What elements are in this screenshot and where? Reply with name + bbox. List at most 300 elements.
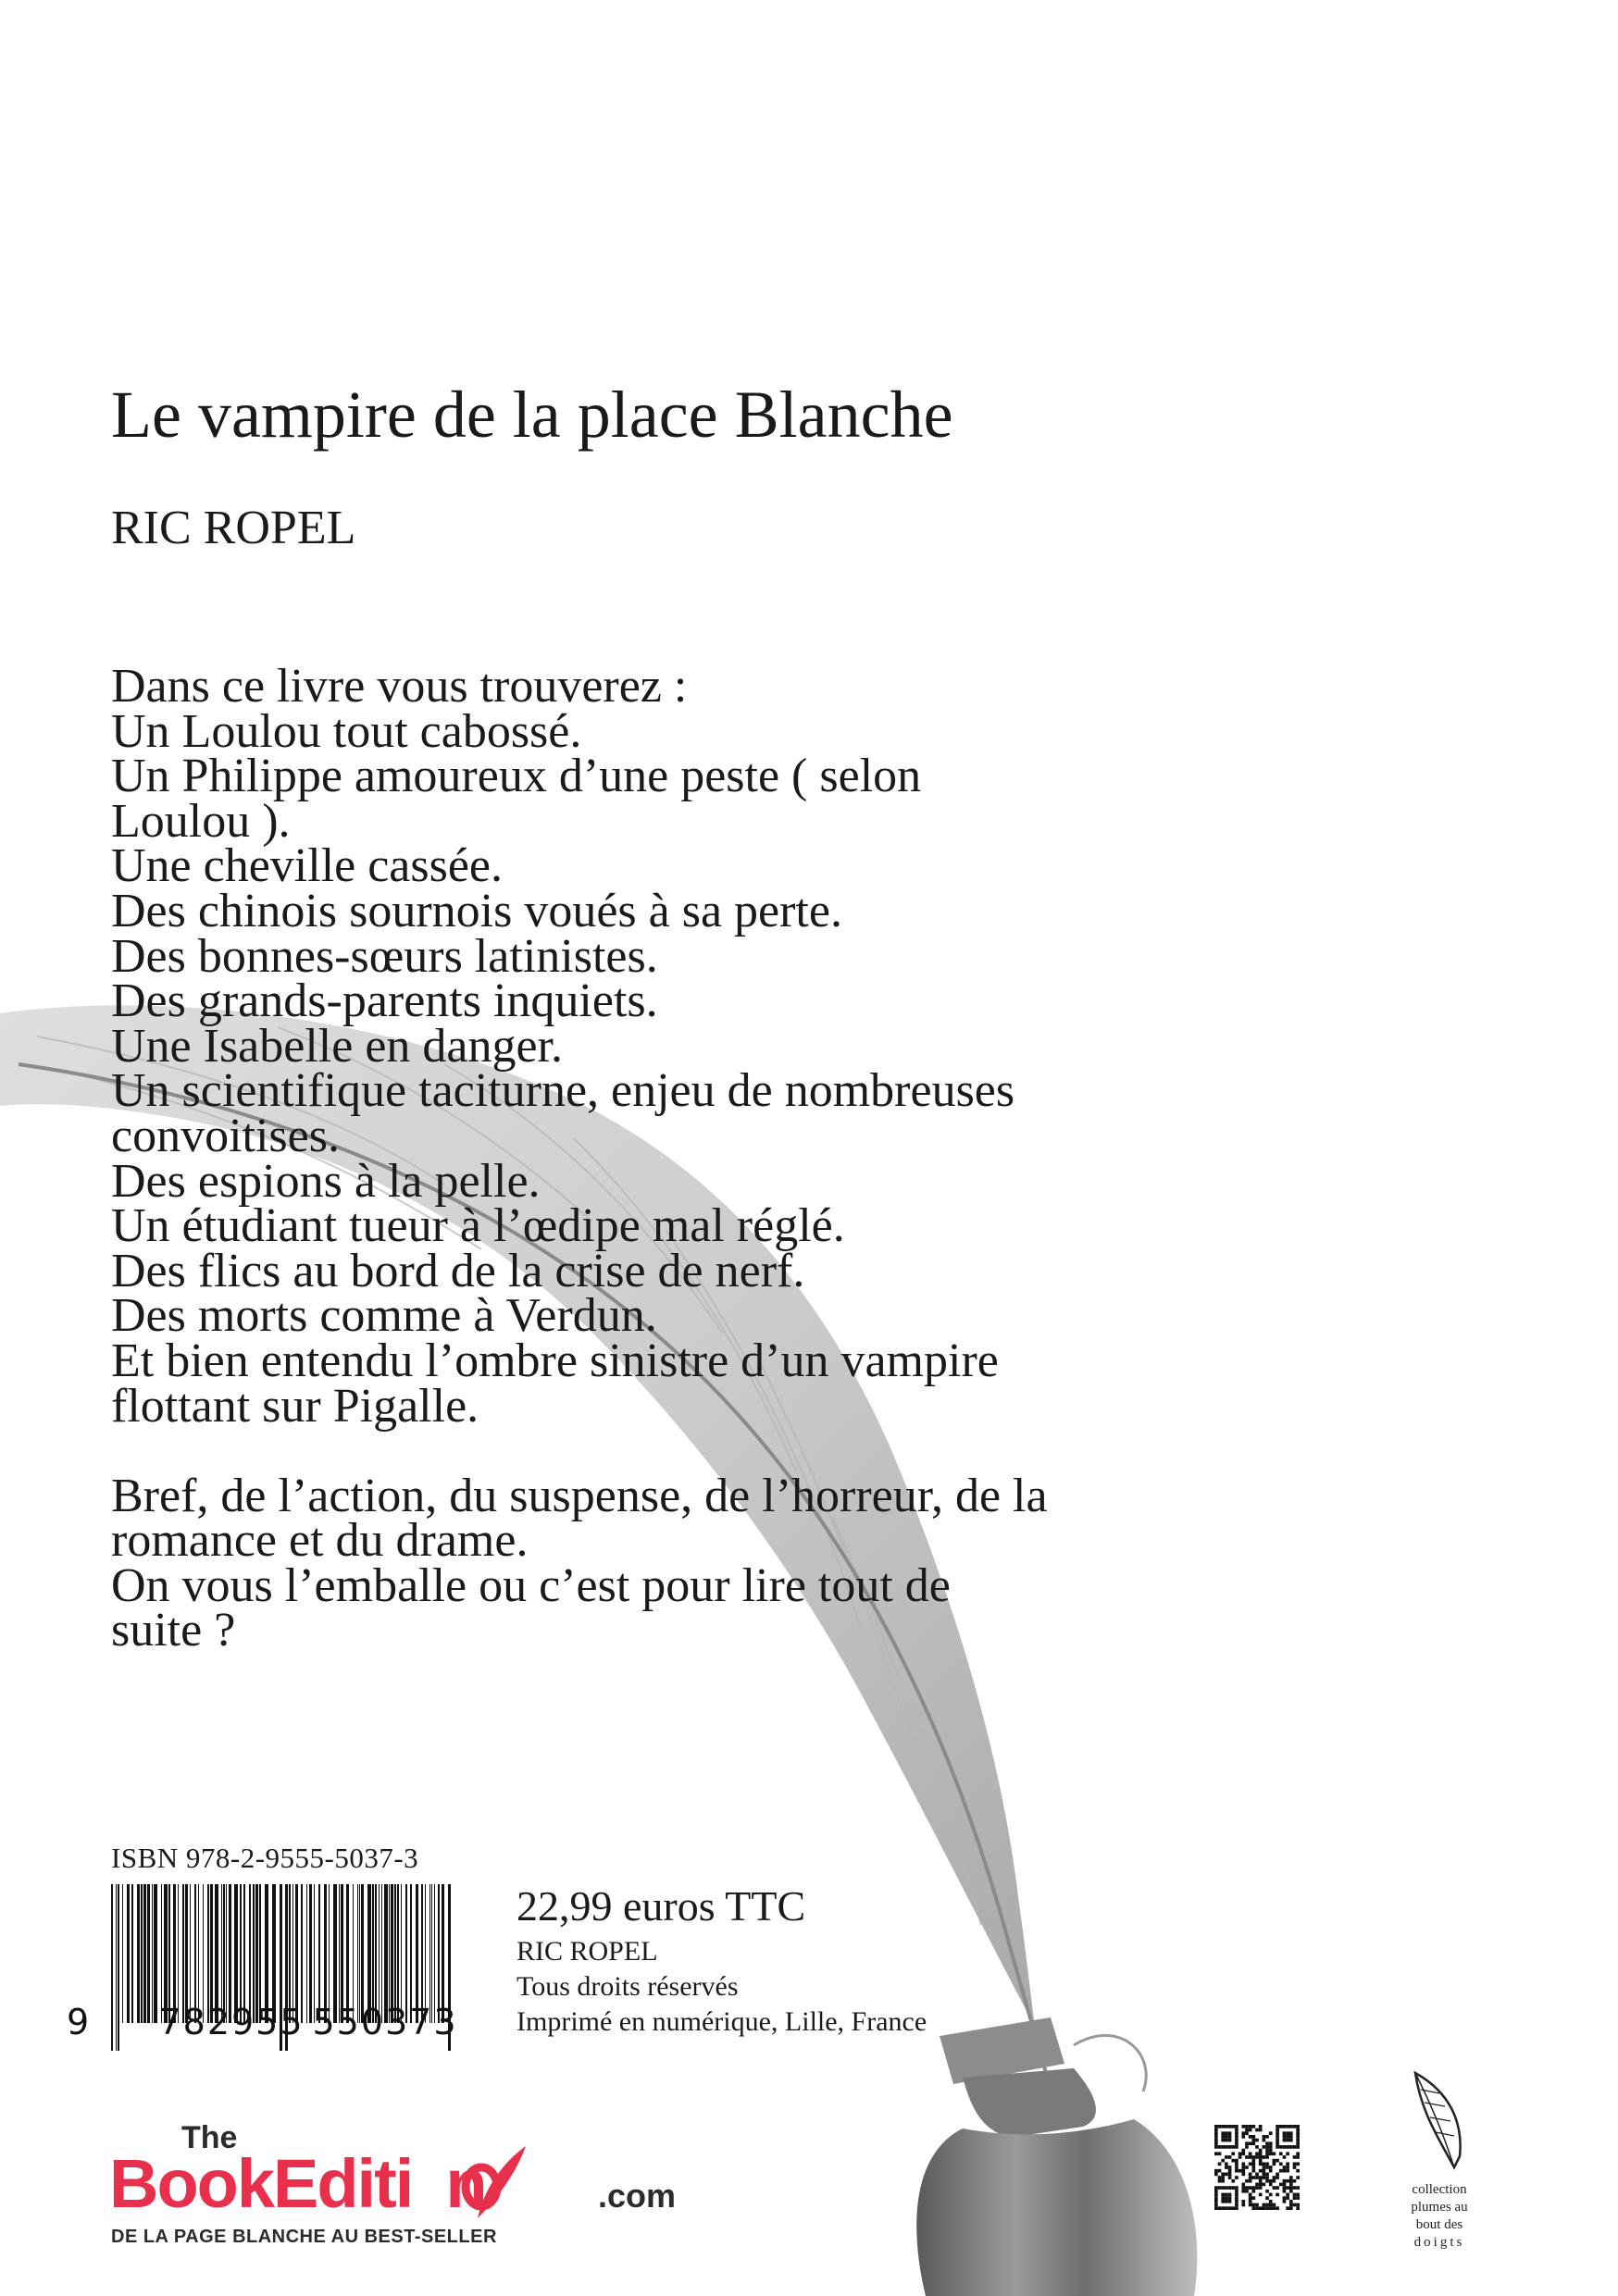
qr-module (1235, 2193, 1238, 2197)
qr-module (1289, 2176, 1293, 2179)
logo-dotcom: .com (598, 2177, 677, 2215)
barcode-digits-right: 550373 (312, 2002, 458, 2042)
qr-module (1221, 2176, 1225, 2179)
qr-module (1218, 2179, 1222, 2183)
qr-module (1241, 2125, 1245, 2128)
qr-module (1249, 2203, 1252, 2207)
blurb-line: Un Philippe amoureux d’une peste ( selon (111, 750, 922, 803)
qr-module (1245, 2128, 1249, 2132)
qr-module (1225, 2206, 1228, 2210)
qr-module (1249, 2196, 1252, 2200)
qr-module (1241, 2190, 1245, 2193)
qr-module (1228, 2155, 1232, 2159)
qr-module (1228, 2125, 1232, 2128)
qr-module (1228, 2196, 1232, 2200)
qr-module (1296, 2196, 1300, 2200)
qr-module (1265, 2203, 1269, 2207)
qr-module (1221, 2206, 1225, 2210)
qr-module (1245, 2155, 1249, 2159)
qr-module (1238, 2155, 1242, 2159)
qr-module (1276, 2193, 1279, 2197)
qr-module (1283, 2179, 1287, 2183)
qr-module (1273, 2162, 1276, 2166)
qr-module (1214, 2200, 1218, 2203)
blurb-line: Un étudiant tueur à l’œdipe mal réglé. (111, 1199, 845, 1253)
qr-module (1293, 2196, 1297, 2200)
qr-module (1225, 2173, 1228, 2177)
qr-module (1241, 2135, 1245, 2139)
qr-module (1259, 2183, 1263, 2187)
qr-module (1265, 2152, 1269, 2155)
qr-module (1283, 2139, 1287, 2142)
qr-module (1276, 2159, 1279, 2163)
qr-module (1263, 2169, 1266, 2173)
qr-module (1249, 2186, 1252, 2190)
qr-module (1255, 2206, 1259, 2210)
qr-module (1228, 2186, 1232, 2190)
qr-module (1259, 2125, 1263, 2128)
qr-module (1255, 2152, 1259, 2155)
qr-module (1276, 2186, 1279, 2190)
qr-module (1283, 2169, 1287, 2173)
qr-module (1259, 2179, 1263, 2183)
qr-module (1293, 2125, 1297, 2128)
qr-module (1289, 2139, 1293, 2142)
qr-module (1276, 2131, 1279, 2135)
qr-module (1251, 2196, 1255, 2200)
qr-module (1251, 2135, 1255, 2139)
qr-module (1225, 2193, 1228, 2197)
qr-module (1225, 2162, 1228, 2166)
qr-module (1265, 2176, 1269, 2179)
qr-module (1214, 2169, 1218, 2173)
qr-module (1296, 2141, 1300, 2145)
qr-module (1259, 2206, 1263, 2210)
qr-module (1293, 2155, 1297, 2159)
qr-module (1249, 2141, 1252, 2145)
qr-module (1269, 2145, 1273, 2149)
qr-module (1263, 2145, 1266, 2149)
qr-module (1286, 2139, 1289, 2142)
qr-module (1235, 2169, 1238, 2173)
qr-module (1296, 2206, 1300, 2210)
qr-module (1265, 2173, 1269, 2177)
qr-module (1228, 2145, 1232, 2149)
qr-module (1235, 2190, 1238, 2193)
qr-module (1293, 2193, 1297, 2197)
qr-module (1214, 2173, 1218, 2177)
qr-module (1279, 2162, 1283, 2166)
qr-module (1265, 2166, 1269, 2169)
blurb-line: Et bien entendu l’ombre sinistre d’un vampire (111, 1334, 999, 1387)
qr-module (1286, 2135, 1289, 2139)
closing-line: romance et du drame. (111, 1514, 529, 1568)
qr-module (1221, 2125, 1225, 2128)
qr-module (1251, 2162, 1255, 2166)
qr-module (1279, 2145, 1283, 2149)
qr-module (1218, 2176, 1222, 2179)
qr-module (1228, 2166, 1232, 2169)
qr-module (1269, 2203, 1273, 2207)
qr-module (1218, 2145, 1222, 2149)
qr-module (1251, 2186, 1255, 2190)
qr-module (1273, 2206, 1276, 2210)
qr-module (1231, 2159, 1235, 2163)
qr-module (1241, 2152, 1245, 2155)
qr-module (1263, 2166, 1266, 2169)
qr-module (1263, 2203, 1266, 2207)
qr-module (1255, 2145, 1259, 2149)
qr-module (1296, 2176, 1300, 2179)
qr-module (1228, 2169, 1232, 2173)
collection-line: bout des (1415, 2217, 1463, 2232)
qr-module (1289, 2125, 1293, 2128)
paragraph-gap (111, 1429, 1259, 1474)
collection-line: doigts (1413, 2235, 1465, 2250)
qr-module (1269, 2131, 1273, 2135)
qr-module (1289, 2186, 1293, 2190)
qr-module (1231, 2152, 1235, 2155)
qr-module (1289, 2203, 1293, 2207)
qr-module (1241, 2169, 1245, 2173)
qr-module (1279, 2169, 1283, 2173)
qr-module (1265, 2145, 1269, 2149)
qr-module (1263, 2139, 1266, 2142)
qr-module (1221, 2139, 1225, 2142)
qr-module (1286, 2145, 1289, 2149)
qr-module (1255, 2155, 1259, 2159)
qr-module (1269, 2169, 1273, 2173)
qr-module (1214, 2203, 1218, 2207)
qr-module (1283, 2145, 1287, 2149)
qr-module (1249, 2135, 1252, 2139)
qr-module (1221, 2131, 1225, 2135)
qr-module (1245, 2166, 1249, 2169)
qr-module (1251, 2169, 1255, 2173)
qr-module (1286, 2125, 1289, 2128)
qr-module (1259, 2152, 1263, 2155)
qr-module (1225, 2135, 1228, 2139)
qr-module (1228, 2206, 1232, 2210)
qr-module (1235, 2128, 1238, 2132)
qr-module (1225, 2125, 1228, 2128)
qr-module (1265, 2196, 1269, 2200)
qr-module (1214, 2145, 1218, 2149)
collection-line: plumes au (1411, 2200, 1468, 2215)
qr-module (1231, 2186, 1235, 2190)
qr-module (1241, 2173, 1245, 2177)
qr-module (1263, 2183, 1266, 2187)
qr-module (1289, 2190, 1293, 2193)
qr-module (1251, 2141, 1255, 2145)
qr-module (1251, 2155, 1255, 2159)
qr-module (1235, 2135, 1238, 2139)
qr-module (1228, 2200, 1232, 2203)
qr-module (1276, 2176, 1279, 2179)
qr-module (1221, 2200, 1225, 2203)
qr-module (1286, 2186, 1289, 2190)
qr-module (1245, 2179, 1249, 2183)
qr-module (1225, 2131, 1228, 2135)
qr-module (1259, 2162, 1263, 2166)
qr-module (1221, 2186, 1225, 2190)
qr-module (1273, 2203, 1276, 2207)
logo-tagline: DE LA PAGE BLANCHE AU BEST-SELLER (111, 2227, 497, 2247)
qr-module (1263, 2176, 1266, 2179)
qr-module (1265, 2162, 1269, 2166)
qr-module (1293, 2186, 1297, 2190)
qr-module (1235, 2141, 1238, 2145)
qr-module (1241, 2131, 1245, 2135)
qr-module (1293, 2162, 1297, 2166)
qr-module (1225, 2139, 1228, 2142)
blurb-line: Une cheville cassée. (111, 839, 504, 893)
qr-module (1276, 2135, 1279, 2139)
qr-module (1286, 2162, 1289, 2166)
qr-module (1283, 2190, 1287, 2193)
qr-module (1249, 2162, 1252, 2166)
qr-module (1249, 2125, 1252, 2128)
qr-module (1265, 2155, 1269, 2159)
book-title: Le vampire de la place Blanche (111, 378, 953, 452)
qr-module (1245, 2190, 1249, 2193)
qr-module (1249, 2128, 1252, 2132)
qr-module (1251, 2190, 1255, 2193)
closing-line: suite ? (111, 1604, 236, 1657)
qr-module (1245, 2186, 1249, 2190)
qr-module (1283, 2135, 1287, 2139)
qr-module (1249, 2152, 1252, 2155)
qr-module (1221, 2135, 1225, 2139)
qr-module (1296, 2162, 1300, 2166)
qr-module (1283, 2166, 1287, 2169)
qr-module (1259, 2149, 1263, 2153)
qr-module (1251, 2139, 1255, 2142)
blurb-line: Un Loulou tout cabossé. (111, 704, 582, 758)
qr-module (1263, 2206, 1266, 2210)
barcode-digit-lead: 9 (67, 2002, 90, 2042)
qr-module (1235, 2176, 1238, 2179)
qr-module (1228, 2173, 1232, 2177)
qr-module (1286, 2193, 1289, 2197)
qr-module (1249, 2200, 1252, 2203)
qr-module (1259, 2193, 1263, 2197)
qr-module (1263, 2173, 1266, 2177)
blurb-line: Des flics au bord de la crise de nerf. (111, 1244, 805, 1297)
qr-module (1259, 2169, 1263, 2173)
qr-module (1221, 2145, 1225, 2149)
qr-module (1214, 2128, 1218, 2132)
collection-line: collection (1412, 2182, 1467, 2197)
qr-module (1214, 2135, 1218, 2139)
qr-module (1276, 2125, 1279, 2128)
qr-module (1289, 2200, 1293, 2203)
qr-module (1296, 2131, 1300, 2135)
qr-module (1296, 2152, 1300, 2155)
qr-module (1269, 2141, 1273, 2145)
qr-module (1241, 2203, 1245, 2207)
qr-module (1296, 2203, 1300, 2207)
closing-line: On vous l’emballe ou c’est pour lire tout de (111, 1558, 951, 1612)
qr-module (1218, 2125, 1222, 2128)
qr-module (1265, 2179, 1269, 2183)
blurb-line: flottant sur Pigalle. (111, 1379, 479, 1433)
qr-module (1221, 2196, 1225, 2200)
qr-module (1255, 2176, 1259, 2179)
qr-module (1255, 2203, 1259, 2207)
qr-module (1241, 2166, 1245, 2169)
barcode-digits (65, 1997, 463, 2043)
qr-module (1263, 2135, 1266, 2139)
qr-module (1235, 2145, 1238, 2149)
blurb-line: Des morts comme à Verdun. (111, 1289, 657, 1343)
qr-module (1214, 2206, 1218, 2210)
qr-module (1225, 2200, 1228, 2203)
qr-module (1273, 2179, 1276, 2183)
qr-module (1218, 2162, 1222, 2166)
price: 22,99 euros TTC (517, 1882, 806, 1930)
qr-module (1221, 2159, 1225, 2163)
qr-module (1235, 2162, 1238, 2166)
qr-module (1269, 2152, 1273, 2155)
qr-module (1286, 2152, 1289, 2155)
qr-module (1241, 2186, 1245, 2190)
qr-module (1225, 2166, 1228, 2169)
qr-module (1241, 2183, 1245, 2187)
qr-module (1259, 2159, 1263, 2163)
qr-module (1259, 2128, 1263, 2132)
blurb-line: Loulou ). (111, 794, 291, 848)
qr-module (1251, 2203, 1255, 2207)
qr-module (1293, 2203, 1297, 2207)
blurb-line: Un scientifique taciturne, enjeu de nombreuses (111, 1064, 1015, 1118)
qr-module (1296, 2155, 1300, 2159)
blurb-line: Une Isabelle en danger. (111, 1019, 564, 1073)
qr-module (1269, 2193, 1273, 2197)
qr-module (1251, 2206, 1255, 2210)
qr-module (1251, 2159, 1255, 2163)
qr-module (1214, 2196, 1218, 2200)
qr-module (1235, 2125, 1238, 2128)
qr-module (1228, 2131, 1232, 2135)
qr-module (1289, 2206, 1293, 2210)
collection-badge (1379, 2066, 1500, 2288)
isbn-label: ISBN 978-2-9555-5037-3 (111, 1842, 419, 1874)
qr-module (1296, 2139, 1300, 2142)
qr-module (1231, 2145, 1235, 2149)
qr-module (1225, 2155, 1228, 2159)
qr-module (1283, 2186, 1287, 2190)
qr-module (1289, 2179, 1293, 2183)
qr-module (1255, 2183, 1259, 2187)
qr-module (1228, 2139, 1232, 2142)
qr-module (1265, 2135, 1269, 2139)
blurb-line: Des chinois sournois voués à sa perte. (111, 884, 842, 937)
qr-module (1263, 2155, 1266, 2159)
qr-module (1296, 2193, 1300, 2197)
qr-module (1235, 2196, 1238, 2200)
qr-module (1265, 2190, 1269, 2193)
qr-module (1245, 2131, 1249, 2135)
qr-module (1276, 2139, 1279, 2142)
qr-module (1241, 2162, 1245, 2166)
qr-module (1289, 2135, 1293, 2139)
qr-module (1289, 2145, 1293, 2149)
qr-module (1296, 2135, 1300, 2139)
qr-module (1265, 2206, 1269, 2210)
qr-module (1286, 2179, 1289, 2183)
imprint-block (517, 1934, 927, 2040)
qr-module (1296, 2169, 1300, 2173)
blurb-line: Des bonnes-sœurs latinistes. (111, 929, 658, 983)
qr-module (1235, 2159, 1238, 2163)
qr-module (1273, 2176, 1276, 2179)
qr-module (1225, 2196, 1228, 2200)
closing-line: Bref, de l’action, du suspense, de l’horreur, de la (111, 1469, 1048, 1522)
qr-module (1269, 2149, 1273, 2153)
qr-module (1255, 2186, 1259, 2190)
qr-module (1276, 2173, 1279, 2177)
qr-module (1259, 2155, 1263, 2159)
blurb-line: Des grands-parents inquiets. (111, 974, 658, 1028)
qr-module (1283, 2131, 1287, 2135)
qr-module (1276, 2128, 1279, 2132)
qr-module (1231, 2179, 1235, 2183)
qr-module (1231, 2125, 1235, 2128)
qr-module (1286, 2196, 1289, 2200)
back-cover-blurb (111, 660, 1259, 1657)
qr-module (1296, 2128, 1300, 2132)
book-author: RIC ROPEL (111, 502, 356, 554)
qr-module (1293, 2166, 1297, 2169)
qr-module (1249, 2179, 1252, 2183)
qr-module (1289, 2131, 1293, 2135)
qr-module (1249, 2173, 1252, 2177)
qr-module (1218, 2186, 1222, 2190)
qr-module (1221, 2193, 1225, 2197)
qr-module (1218, 2169, 1222, 2173)
qr-module (1218, 2152, 1222, 2155)
qr-module (1279, 2183, 1283, 2187)
qr-module (1249, 2193, 1252, 2197)
qr-module (1235, 2131, 1238, 2135)
qr-module (1263, 2162, 1266, 2166)
qr-module (1265, 2149, 1269, 2153)
logo-the: The (181, 2120, 238, 2155)
qr-module (1214, 2125, 1218, 2128)
qr-module (1255, 2139, 1259, 2142)
printing-notice: Imprimé en numérique, Lille, France (517, 2006, 927, 2037)
qr-module (1283, 2200, 1287, 2203)
qr-module (1265, 2141, 1269, 2145)
qr-module (1269, 2166, 1273, 2169)
qr-module (1214, 2186, 1218, 2190)
qr-module (1286, 2206, 1289, 2210)
qr-code-icon (1214, 2125, 1300, 2210)
qr-module (1286, 2166, 1289, 2169)
qr-module (1279, 2125, 1283, 2128)
qr-module (1241, 2149, 1245, 2153)
qr-module (1225, 2145, 1228, 2149)
qr-module (1231, 2206, 1235, 2210)
qr-module (1228, 2135, 1232, 2139)
quill-icon (1402, 2066, 1476, 2177)
qr-module (1276, 2145, 1279, 2149)
qr-module (1289, 2183, 1293, 2187)
qr-module (1249, 2176, 1252, 2179)
qr-module (1221, 2179, 1225, 2183)
qr-module (1221, 2173, 1225, 2177)
